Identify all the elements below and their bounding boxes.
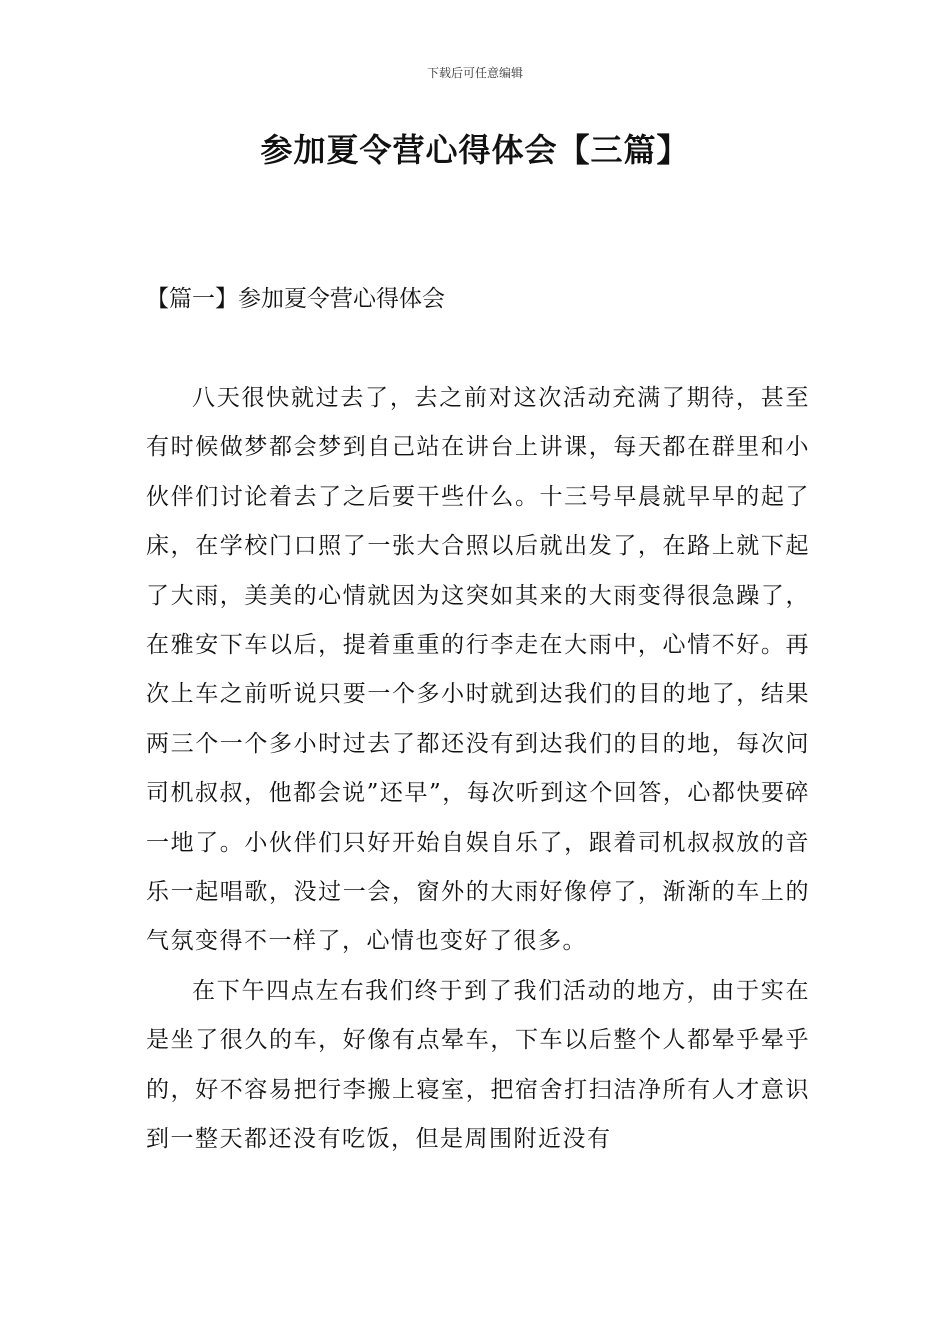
document-title: 参加夏令营心得体会【三篇】	[260, 131, 690, 169]
body-paragraph: 在下午四点左右我们终于到了我们活动的地方，由于实在是坐了很久的车，好像有点晕车，下车以后整个人都晕乎晕乎的，好不容易把行李搬上寝室，把宿舍打扫洁净所有人才意识到一整天都还没有吃饭，但是周围附近没有	[146, 977, 810, 1153]
section-heading: 【篇一】参加夏令营心得体会	[146, 286, 445, 312]
header-note: 下载后可任意编辑	[426, 66, 523, 80]
body-paragraph: 八天很快就过去了，去之前对这次活动充满了期待，甚至有时候做梦都会梦到自己站在讲台上讲课，每天都在群里和小伙伴们讨论着去了之后要干些什么。十三号早晨就早早的起了床，在学校门口照了一张大合照以后就出发了，在路上就下起了大雨，美美的心情就因为这突如其来的大雨变得很急躁了，在雅安下车以后，提着重重的行李走在大雨中，心情不好。再次上车之前听说只要一个多小时就到达我们的目的地了，结果两三个一个多小时过去了都还没有到达我们的目的地，每次问司机叔叔，他都会说”还早”，每次听到这个回答，心都快要碎一地了。小伙伴们只好开始自娱自乐了，跟着司机叔叔放的音乐一起唱歌，没过一会，窗外的大雨好像停了，渐渐的车上的气氛变得不一样了，心情也变好了很多。	[146, 385, 810, 955]
body-text	[146, 374, 810, 1165]
